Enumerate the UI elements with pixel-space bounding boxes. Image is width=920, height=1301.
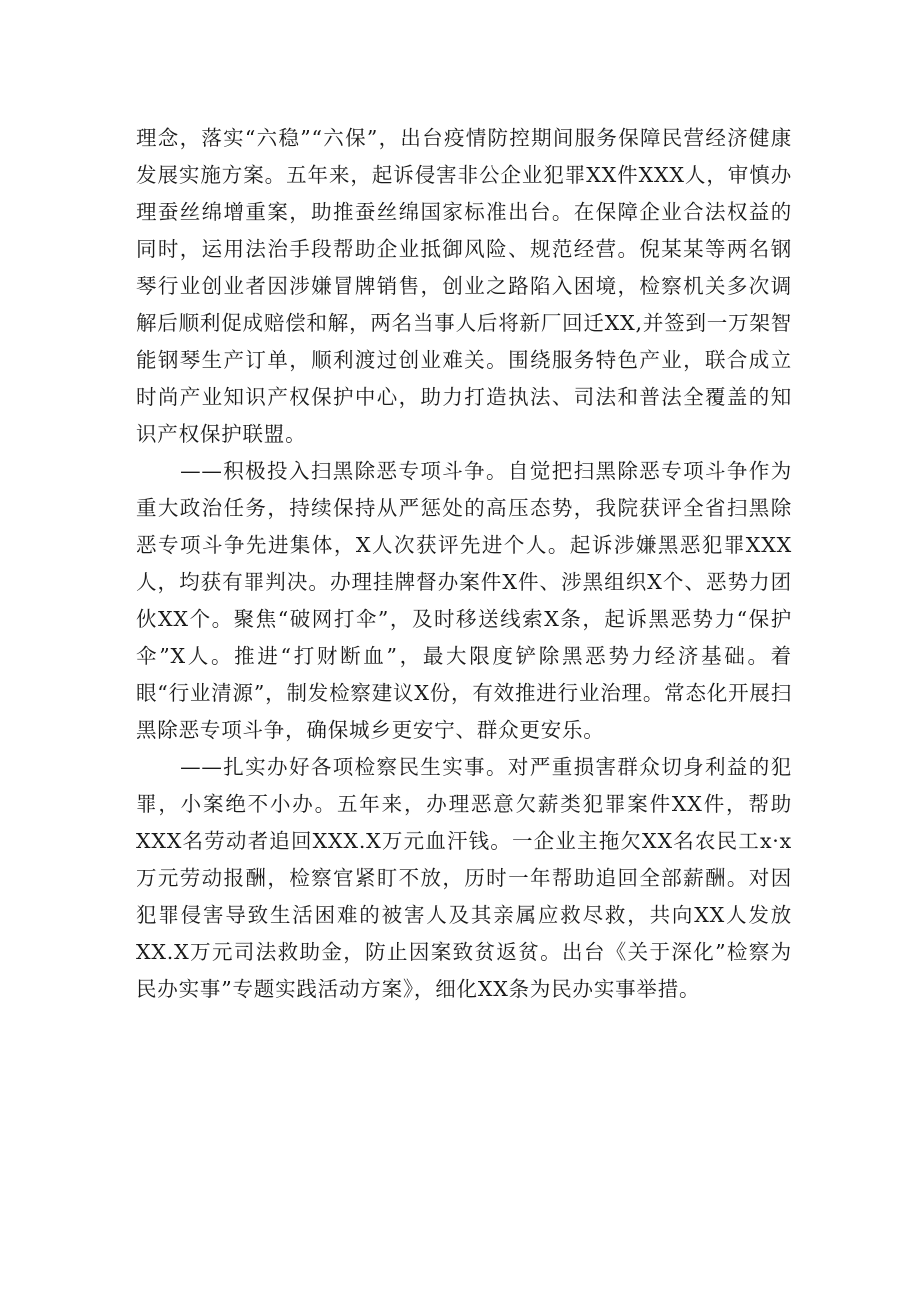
paragraph-anti-gang-campaign: ——积极投入扫黑除恶专项斗争。自觉把扫黑除恶专项斗争作为重大政治任务，持续保持从严惩处的高压态势，我院获评全省扫黑除恶专项斗争先进集体，X人次获评先进个人。起诉涉嫌黑恶犯罪XXX人，均获有罪判决。办理挂牌督办案件X件、涉黑组织X个、恶势力团伙XX个。聚焦“破网打伞”，及时移送线索X条，起诉黑恶势力“保护伞”X人。推进“打财断血”，最大限度铲除黑恶势力经济基础。着眼“行业清源”，制发检察建议X份，有效推进行业治理。常态化开展扫黑除恶专项斗争，确保城乡更安宁、群众更安乐。 — [136, 459, 792, 742]
document-body — [136, 120, 792, 1008]
paragraph-continuation: 理念，落实“六稳”“六保”，出台疫情防控期间服务保障民营经济健康发展实施方案。五年来，起诉侵害非公企业犯罪XX件XXX人，审慎办理蚕丝绵增重案，助推蚕丝绵国家标准出台。在保障企业合法权益的同时，运用法治手段帮助企业抵御风险、规范经营。倪某某等两名钢琴行业创业者因涉嫌冒牌销售，创业之路陷入困境，检察机关多次调解后顺利促成赔偿和解，两名当事人后将新厂回迁XX,并签到一万架智能钢琴生产订单，顺利渡过创业难关。围绕服务特色产业，联合成立时尚产业知识产权保护中心，助力打造执法、司法和普法全覆盖的知识产权保护联盟。 — [136, 126, 792, 446]
paragraph-livelihood-matters: ——扎实办好各项检察民生实事。对严重损害群众切身利益的犯罪，小案绝不小办。五年来，办理恶意欠薪类犯罪案件XX件，帮助XXX名劳动者追回XXX.X万元血汗钱。一企业主拖欠XX名农民工x·x万元劳动报酬，检察官紧盯不放，历时一年帮助追回全部薪酬。对因犯罪侵害导致生活困难的被害人及其亲属应救尽救，共向XX人发放XX.X万元司法救助金，防止因案致贫返贫。出台《关于深化”检察为民办实事”专题实践活动方案》，细化XX条为民办实事举措。 — [136, 755, 792, 1001]
